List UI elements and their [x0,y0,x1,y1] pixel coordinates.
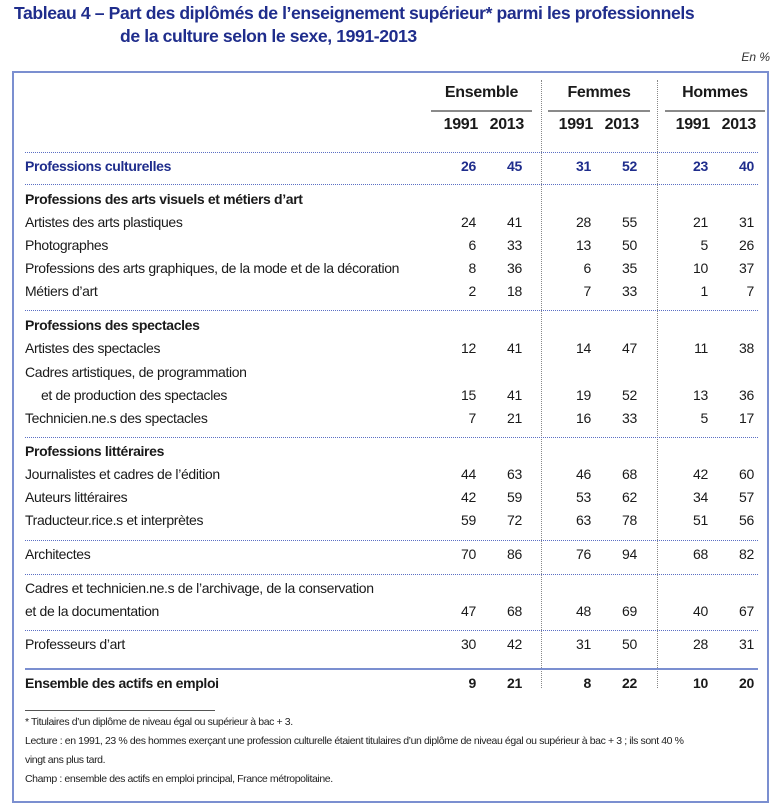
table-cell: 21 [693,214,708,230]
table-cell: 28 [693,636,708,652]
table-cell: 21 [507,410,522,426]
row-separator [25,152,758,153]
table-cell: 26 [739,237,754,253]
table-cell: 30 [461,636,476,652]
row-label: Professions des arts visuels et métiers d’art [25,191,303,207]
table-cell: 31 [576,158,591,174]
table-cell: 63 [576,512,591,528]
title-line-2: de la culture selon le sexe, 1991-2013 [120,26,417,46]
header-year: 1991 [443,116,478,133]
table-cell: 56 [739,512,754,528]
row-label: Photographes [25,237,108,253]
row-label: Journalistes et cadres de l’édition [25,466,220,482]
table-cell: 6 [583,260,591,276]
table-cell: 19 [576,387,591,403]
row-label: Architectes [25,546,91,562]
header-year: 2013 [721,116,756,133]
table-cell: 67 [739,603,754,619]
table-title [14,2,774,48]
table-cell: 26 [461,158,476,174]
row-separator [25,437,758,438]
table-cell: 11 [694,340,708,356]
table-cell: 57 [739,489,754,505]
table-cell: 50 [622,636,637,652]
table-cell: 52 [622,158,637,174]
header-year: 1991 [558,116,593,133]
row-label: Artistes des spectacles [25,340,161,356]
table-cell: 6 [468,237,476,253]
table-cell: 15 [461,387,476,403]
table-cell: 13 [576,237,591,253]
table-cell: 62 [622,489,637,505]
header-underline [665,110,765,112]
table-cell: 94 [622,546,637,562]
header-underline [548,110,650,112]
table-cell: 18 [507,283,522,299]
table-cell: 68 [507,603,522,619]
footnote-lecture-cont: vingt ans plus tard. [25,754,106,766]
table-cell: 33 [507,237,522,253]
table-cell: 72 [507,512,522,528]
table-cell: 42 [507,636,522,652]
table-cell: 41 [507,214,522,230]
table-cell: 50 [622,237,637,253]
footnote-champ: Champ : ensemble des actifs en emploi principal, France métropolitaine. [25,773,333,785]
footnote-lecture: Lecture : en 1991, 23 % des hommes exerçant une profession culturelle étaient titulaires d’un diplôme de niveau égal ou supérieur à bac + 3 ; ils sont 40 % [25,735,684,747]
table-cell: 70 [461,546,476,562]
table-cell: 55 [622,214,637,230]
row-separator [25,184,758,185]
table-cell: 59 [461,512,476,528]
table-cell: 23 [693,158,708,174]
table-cell: 86 [507,546,522,562]
row-label: Technicien.ne.s des spectacles [25,410,208,426]
row-separator [25,540,758,541]
table-cell: 21 [507,675,522,691]
table-cell: 35 [622,260,637,276]
table-cell: 9 [468,675,476,691]
row-separator [25,574,758,575]
table-cell: 40 [693,603,708,619]
table-cell: 31 [576,636,591,652]
row-label: et de production des spectacles [41,387,228,403]
row-label: Cadres et technicien.ne.s de l’archivage, de la conservation [25,580,374,596]
column-divider [541,80,542,688]
row-label: Ensemble des actifs en emploi [25,675,219,691]
table-cell: 8 [583,675,591,691]
table-cell: 76 [576,546,591,562]
table-cell: 41 [507,387,522,403]
header-underline [431,110,532,112]
table-cell: 10 [693,260,708,276]
row-label: et de la documentation [25,603,159,619]
table-cell: 14 [576,340,591,356]
table-cell: 34 [693,489,708,505]
table-cell: 69 [622,603,637,619]
row-label: Professeurs d’art [25,636,125,652]
table-cell: 31 [739,636,754,652]
table-cell: 68 [693,546,708,562]
title-line-1: Tableau 4 – Part des diplômés de l’enseignement supérieur* parmi les professionnels [14,3,695,23]
table-cell: 8 [468,260,476,276]
table-cell: 36 [507,260,522,276]
table-cell: 5 [700,410,708,426]
table-cell: 7 [468,410,476,426]
table-cell: 33 [622,410,637,426]
table-cell: 17 [739,410,754,426]
header-ensemble: Ensemble [444,84,519,101]
table-cell: 38 [739,340,754,356]
table-cell: 53 [576,489,591,505]
table-cell: 12 [461,340,476,356]
row-label: Professions des arts graphiques, de la mode et de la décoration [25,260,400,276]
table-cell: 46 [576,466,591,482]
header-year: 2013 [604,116,639,133]
row-label: Traducteur.rice.s et interprètes [25,512,204,528]
header-hommes: Hommes [682,84,748,101]
table-cell: 42 [461,489,476,505]
table-cell: 63 [507,466,522,482]
row-label: Cadres artistiques, de programmation [25,364,247,380]
table-cell: 51 [693,512,708,528]
row-separator [25,310,758,311]
table-cell: 31 [739,214,754,230]
table-cell: 13 [693,387,708,403]
table-cell: 52 [622,387,637,403]
table-cell: 16 [576,410,591,426]
footnote-asterisk: * Titulaires d’un diplôme de niveau égal ou supérieur à bac + 3. [25,716,293,728]
table-cell: 47 [461,603,476,619]
table-cell: 60 [739,466,754,482]
footnote-rule [25,710,215,711]
row-separator [25,630,758,631]
table-cell: 78 [622,512,637,528]
table-cell: 82 [739,546,754,562]
header-year: 1991 [675,116,710,133]
table-cell: 2 [468,283,476,299]
table-cell: 24 [461,214,476,230]
table-cell: 59 [507,489,522,505]
table-cell: 7 [583,283,591,299]
table-cell: 5 [700,237,708,253]
table-cell: 1 [700,283,708,299]
table-cell: 37 [739,260,754,276]
table-cell: 7 [746,283,754,299]
table-cell: 20 [739,675,754,691]
table-cell: 68 [622,466,637,482]
row-label: Auteurs littéraires [25,489,128,505]
table-cell: 22 [622,675,637,691]
header-femmes: Femmes [567,84,631,101]
row-label: Professions des spectacles [25,317,200,333]
table-cell: 42 [693,466,708,482]
table-cell: 10 [693,675,708,691]
table-cell: 48 [576,603,591,619]
table-cell: 36 [739,387,754,403]
row-separator-solid [25,668,758,670]
table-cell: 28 [576,214,591,230]
row-label: Professions culturelles [25,158,172,174]
column-divider [657,80,658,688]
unit-label: En % [741,50,770,64]
table-cell: 44 [461,466,476,482]
table-cell: 40 [739,158,754,174]
row-label: Artistes des arts plastiques [25,214,183,230]
table-cell: 47 [622,340,637,356]
table-cell: 33 [622,283,637,299]
table-cell: 45 [507,158,522,174]
row-label: Professions littéraires [25,443,165,459]
row-label: Métiers d’art [25,283,98,299]
header-year: 2013 [489,116,524,133]
table-cell: 41 [507,340,522,356]
